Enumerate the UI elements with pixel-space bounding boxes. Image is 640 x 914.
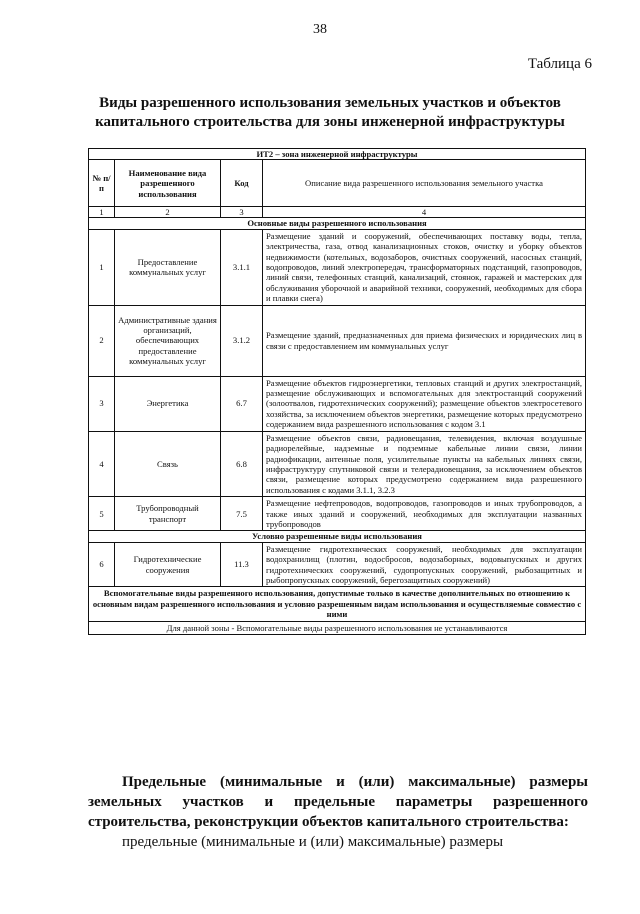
page-number: 38	[313, 22, 327, 37]
paragraph-plain-text: предельные (минимальные и (или) максимальные) размеры	[122, 834, 504, 850]
header-num: № п/п	[89, 160, 115, 207]
column-header-row	[89, 160, 586, 207]
column-number: 2	[115, 207, 221, 218]
row-code: 3.1.2	[221, 305, 263, 376]
table-row	[89, 431, 586, 496]
row-code: 11.3	[221, 542, 263, 587]
table-row	[89, 497, 586, 531]
row-name: Административные здания организаций, обеспечивающих предоставление коммунальных услуг	[115, 305, 221, 376]
section-row	[89, 218, 586, 229]
section-main-heading: Основные виды разрешенного использования	[89, 218, 586, 229]
row-num: 1	[89, 229, 115, 305]
zone-header-row	[89, 149, 586, 160]
row-num: 4	[89, 431, 115, 496]
paragraph-bold-text: Предельные (минимальные и (или) максимальные) размеры земельных участков и предельные параметры разрешенного строительства, реконструкции объектов капитального строительства:	[88, 774, 588, 830]
row-code: 6.7	[221, 376, 263, 431]
row-num: 5	[89, 497, 115, 531]
column-number: 1	[89, 207, 115, 218]
row-name: Связь	[115, 431, 221, 496]
section-row	[89, 531, 586, 542]
header-code: Код	[221, 160, 263, 207]
row-description: Размещение зданий, предназначенных для приема физических и юридических лиц в связи с предоставлением им коммунальных услуг	[263, 305, 586, 376]
row-description: Размещение гидротехнических сооружений, необходимых для эксплуатации водохранилищ (плотин, водосбросов, водозаборных, водовыпускных и других гидротехнических сооружений, судопропускных сооружений, рыбозащитных и рыбопропускных сооружений, берегозащитных сооружений)	[263, 542, 586, 587]
header-description: Описание вида разрешенного использования земельного участка	[263, 160, 586, 207]
auxiliary-note: Вспомогательные виды разрешенного использования, допустимые только в качестве дополнительных по отношению к основным видам разрешенного использования и условно разрешенным видам использования и осуществляемые совместно с ними	[89, 587, 586, 621]
table-row	[89, 542, 586, 587]
body-paragraph	[88, 772, 588, 852]
row-code: 6.8	[221, 431, 263, 496]
row-description: Размещение объектов гидроэнергетики, тепловых станций и других электростанций, размещение обслуживающих и вспомогательных для электростанций сооружений (золоотвалов, гидротехнических сооружений); размещение объектов электросетевого хозяйства, за исключением объектов энергетики, размещение которых предусмотрено содержанием вида разрешенного использования с кодом 3.1	[263, 376, 586, 431]
row-description: Размещение объектов связи, радиовещания, телевидения, включая воздушные радиорелейные, надземные и подземные кабельные линии связи, линии радиофикации, антенные поля, усилительные пункты на кабельных линиях связи, инфраструктуру спутниковой связи и телерадиовещания, за исключением объектов связи, размещение которых предусмотрено содержанием вида разрешенного использования с кодами 3.1.1, 3.2.3	[263, 431, 586, 496]
column-number: 3	[221, 207, 263, 218]
row-num: 2	[89, 305, 115, 376]
row-name: Предоставление коммунальных услуг	[115, 229, 221, 305]
auxiliary-last-row	[89, 621, 586, 634]
row-num: 6	[89, 542, 115, 587]
auxiliary-note-row	[89, 587, 586, 621]
row-name: Гидротехнические сооружения	[115, 542, 221, 587]
title-line-1: Виды разрешенного использования земельных участков и объектов	[99, 95, 561, 111]
row-name: Трубопроводный транспорт	[115, 497, 221, 531]
row-code: 7.5	[221, 497, 263, 531]
row-name: Энергетика	[115, 376, 221, 431]
row-description: Размещение зданий и сооружений, обеспечивающих поставку воды, тепла, электричества, газа, отвод канализационных стоков, очистку и уборку объектов недвижимости (котельных, водозаборов, очистных сооружений, насосных станций, водопроводов, линий электропередач, трансформаторных подстанций, газопроводов, линий связи, телефонных станций, канализаций, стоянок, гаражей и мастерских для обслуживания уборочной и аварийной техники, сооружений, необходимых для сбора и плавки снега)	[263, 229, 586, 305]
column-number-row	[89, 207, 586, 218]
document-title	[70, 94, 590, 132]
table-row	[89, 376, 586, 431]
header-name: Наименование вида разрешенного использования	[115, 160, 221, 207]
row-num: 3	[89, 376, 115, 431]
title-line-2: капитального строительства для зоны инженерной инфраструктуры	[95, 114, 565, 130]
zone-header: ИТ2 – зона инженерной инфраструктуры	[89, 149, 586, 160]
table-row	[89, 305, 586, 376]
auxiliary-last: Для данной зоны - Вспомогательные виды разрешенного использования не устанавливаются	[89, 621, 586, 634]
table-row	[89, 229, 586, 305]
row-code: 3.1.1	[221, 229, 263, 305]
row-description: Размещение нефтепроводов, водопроводов, газопроводов и иных трубопроводов, а также иных зданий и сооружений, необходимых для эксплуатации названных трубопроводов	[263, 497, 586, 531]
column-number: 4	[263, 207, 586, 218]
section-conditional-heading: Условно разрешенные виды использования	[89, 531, 586, 542]
land-use-table	[88, 148, 586, 635]
table-label: Таблица 6	[527, 56, 592, 72]
